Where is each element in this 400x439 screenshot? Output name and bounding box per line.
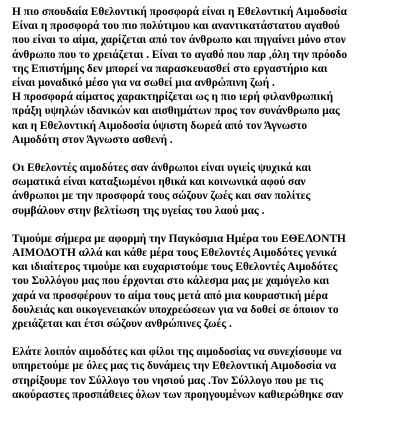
text-line: Είναι η προσφορά του πιο πολύτιμου και αναντικατάστατου αγαθού [12,20,340,33]
text-line: στηρίξουμε τον Σύλλογο του νησιού μας .Τον Σύλλογο που με τις [12,374,324,387]
text-line: Αιμοδότη στον Άγνωστο ασθενή . [12,133,173,146]
text-line: σωματικά είναι καταξιωμένοι ηθικά και κοινωνικά αφού σαν [12,176,306,189]
text-line: άνθρωπο που το χρειάζεται . Είναι το αγαθό που παρ ,όλη την πρόοδο [12,48,348,61]
text-line: Η προσφορά αίματος χαρακτηρίζεται ως η πιο ιερή φιλανθρωπική [12,91,334,104]
paragraph-world-donor-day [12,232,394,331]
text-line: που είναι το αίμα, χαρίζεται από τον άνθρωπο και πηγαίνει μόνο στον [12,34,346,47]
text-line: και ιδιαίτερος τιμούμε και ευχαριστούμε τους Εθελοντές Αιμοδότες [12,261,338,274]
text-line: χαρά να προσφέρουν το αίμα τους μετά από μια κουραστική μέρα [12,289,328,302]
text-line: συμβάλουν στην βελτίωση της υγείας του λαού μας . [12,204,265,217]
text-line: χρειάζεται και έτσι σώζουν ανθρώπινες ζωές . [12,318,232,331]
text-line: Οι Εθελοντές αιμοδότες σαν άνθρωποι είναι υγιείς ψυχικά και [12,162,312,175]
text-line: πράξη υψηλών ιδανικών και αισθημάτων προς τον συνάνθρωπο μας [12,105,340,118]
text-line: άνθρωποι με την προσφορά τους σώζουν ζωές και σαν πολίτες [12,190,311,203]
text-line: ΑΙΜΟΔΟΤΗ αλλά και κάθε μέρα τους Εθελοντές Αιμοδότες γενικά [12,247,337,260]
text-line: της Επιστήμης δεν μπορεί να παρασκευασθεί στο εργαστήριο και [12,62,328,75]
paragraph-volunteer-donors [12,161,394,218]
text-line: Ελάτε λοιπόν αιμοδότες και φίλοι της αιμοδοσίας να συνεχίσουμε να [12,346,342,359]
text-line: και η Εθελοντική Αιμοδοσία ύψιστη δωρεά από τον Άγνωστο [12,119,308,132]
text-line: είναι μοναδικό μέσο για να σωθεί μια ανθρώπινη ζωή . [12,77,275,90]
text-line: δουλειάς και οικογενειακών υποχρεώσεων για να δοθεί σε όποιον το [12,303,339,316]
text-line: Η πιο σπουδαία Εθελοντική προσφορά είναι η Εθελοντική Αιμοδοσία [12,6,347,18]
text-line: του Συλλόγου μας που έρχονται στο κάλεσμα μας με χαμόγελο και [12,275,330,288]
text-line: υπηρετούμε με όλες μας τις δυνάμεις την Εθελοντική Αιμοδοσία να [12,360,337,373]
paragraph-voluntary-blood-donation [12,5,394,147]
text-line: Τιμούμε σήμερα με αφορμή την Παγκόσμια Ημέρα του ΕΘΕΛΟΝΤΗ [12,232,346,245]
text-line: ακούραστες προσπάθειες όλων των προηγουμένων καθιερώθηκε σαν [12,388,344,401]
paragraph-call-to-action [12,345,394,402]
